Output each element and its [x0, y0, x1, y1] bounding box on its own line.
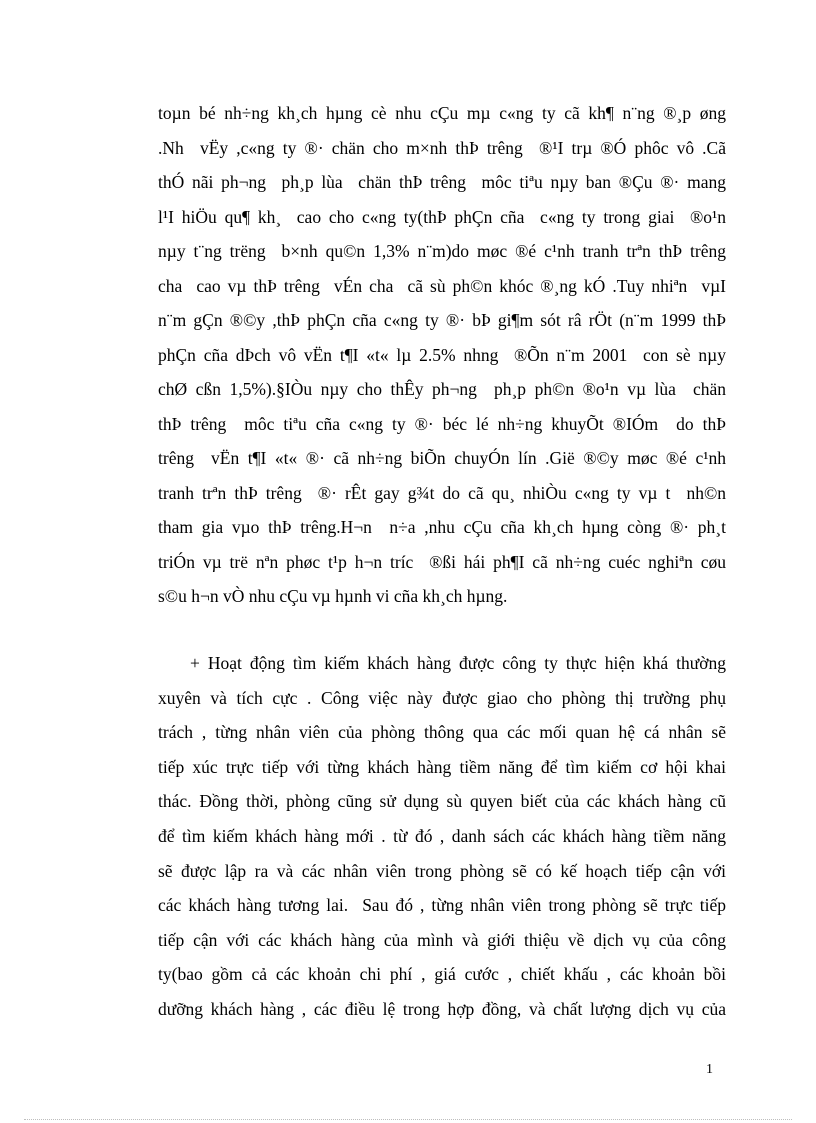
text-line: phÇn cña dÞch vô vËn t¶I «t« lµ 2.5% nhng ®Õn n¨m 2001 con sè nµy: [158, 344, 726, 365]
text-line: sẽ được lập ra và các nhân viên trong phòng sẽ có kế hoạch tiếp cận với: [158, 860, 726, 881]
text-line: tiếp cận với các khách hàng của mình và giới thiệu về dịch vụ của công: [158, 929, 726, 950]
text-line: .Nh vËy ,c«ng ty ®· chän cho m×nh thÞ trêng ®¹I trµ ®Ó phôc vô .Cã: [158, 137, 726, 158]
text-line: cha cao vµ thÞ trêng vÉn cha cã sù ph©n khóc ®¸ng kÓ .Tuy nhiªn vµI: [158, 275, 726, 296]
page-number: 1: [706, 1062, 713, 1077]
text-line: các khách hàng tương lai. Sau đó , từng nhân viên trong phòng sẽ trực tiếp: [158, 895, 726, 916]
paragraph-customer-search: [158, 646, 726, 1027]
text-line: nµy t¨ng trëng b×nh qu©n 1,3% n¨m)do møc ®é c¹nh tranh trªn thÞ trêng: [158, 241, 726, 261]
text-line: thÞ trêng môc tiªu cña c«ng ty ®· béc lé nh÷ng khuyÕt ®IÓm do thÞ: [158, 413, 726, 434]
text-line: n¨m gÇn ®©y ,thÞ phÇn cña c«ng ty ®· bÞ gi¶m sót râ rÖt (n¨m 1999 thÞ: [158, 310, 726, 330]
text-line: toµn bé nh÷ng kh¸ch hµng cè nhu cÇu mµ c«ng ty cã kh¶ n¨ng ®¸p øng: [158, 103, 726, 123]
text-line: tiếp xúc trực tiếp với từng khách hàng tiềm năng để tìm kiếm cơ hội khai: [158, 756, 726, 777]
text-line-last: s©u h¬n vÒ nhu cÇu vµ hµnh vi cña kh¸ch hµng.: [158, 586, 508, 606]
text-line: thÓ nãi ph¬ng ph¸p lùa chän thÞ trêng môc tiªu nµy ban ®Çu ®· mang: [158, 172, 726, 192]
text-line: xuyên và tích cực . Công việc này được giao cho phòng thị trường phụ: [158, 687, 726, 708]
text-line: thác. Đồng thời, phòng cũng sử dụng sù quyen biết của các khách hàng cũ: [158, 791, 726, 812]
text-line: dưỡng khách hàng , các điều lệ trong hợp đồng, và chất lượng dịch vụ của: [158, 998, 726, 1019]
paragraph-market-analysis: [158, 96, 726, 614]
text-line: tranh trªn thÞ trêng ®· rÊt gay g¾t do cã qu¸ nhiÒu c«ng ty vµ t nh©n: [158, 482, 726, 503]
text-line: ty(bao gồm cả các khoản chi phí , giá cước , chiết khấu , các khoản bồi: [158, 964, 726, 985]
text-line: chØ cßn 1,5%).§IÒu nµy cho thÊy ph¬ng ph¸p ph©n ®o¹n vµ lùa chän: [158, 379, 726, 399]
page-bottom-divider: [24, 1119, 792, 1120]
text-line: triÓn vµ trë nªn phøc t¹p h¬n tríc ®ßi hái ph¶I cã nh÷ng cuéc nghiªn cøu: [158, 551, 726, 572]
text-line: l¹I hiÖu qu¶ kh¸ cao cho c«ng ty(thÞ phÇn cña c«ng ty trong giai ®o¹n: [158, 206, 726, 227]
text-line: tham gia vµo thÞ trêng.H¬n n÷a ,nhu cÇu cña kh¸ch hµng còng ®· ph¸t: [158, 517, 726, 537]
text-line: trêng vËn t¶I «t« ®· cã nh÷ng biÕn chuyÓn lín .Gië ®©y møc ®é c¹nh: [158, 448, 726, 468]
text-line: + Hoạt động tìm kiếm khách hàng được công ty thực hiện khá thường: [158, 653, 726, 673]
text-line: để tìm kiếm khách hàng mới . từ đó , danh sách các khách hàng tiềm năng: [158, 825, 726, 846]
text-line: trách , từng nhân viên của phòng thông qua các mối quan hệ cá nhân sẽ: [158, 722, 726, 743]
